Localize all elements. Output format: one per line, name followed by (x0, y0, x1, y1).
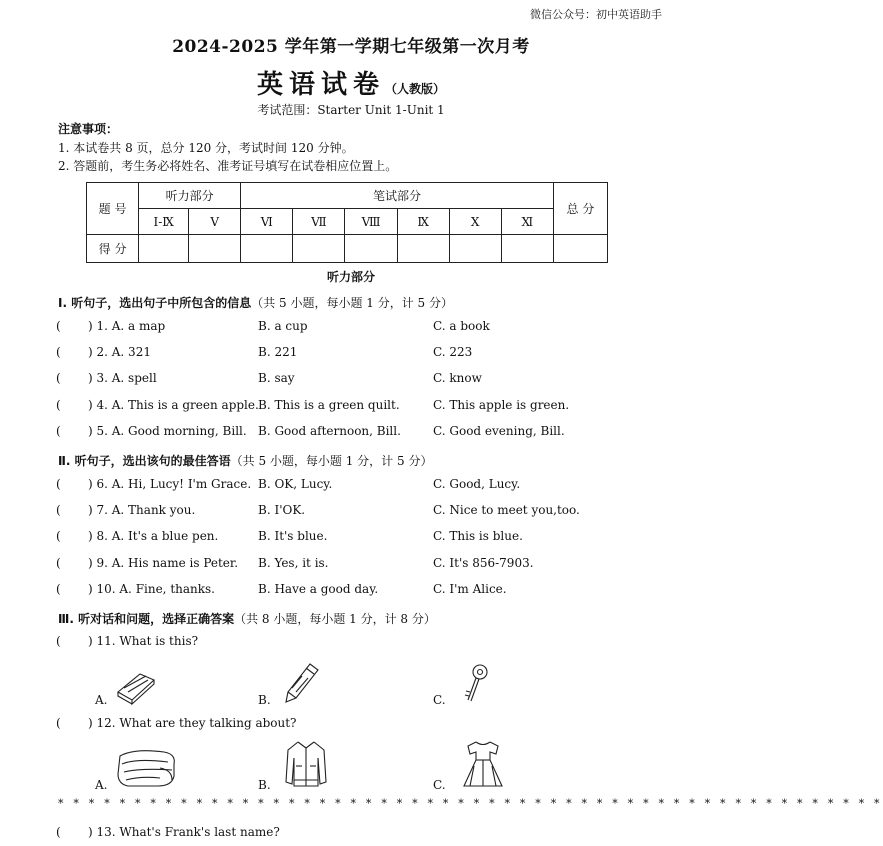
option-b: B. 221 (258, 345, 298, 359)
exam-scope: 考试范围：Starter Unit 1-Unit 1 (257, 103, 445, 117)
column-header: Ⅷ (345, 209, 397, 235)
answer-paren[interactable]: ( (56, 319, 61, 333)
jacket-icon[interactable] (282, 738, 330, 790)
score-cell[interactable] (345, 235, 397, 263)
column-header: Ⅸ (397, 209, 449, 235)
score-cell[interactable] (189, 235, 241, 263)
option-a: ) 9. A. His name is Peter. (88, 556, 239, 570)
option-a: ) 4. A. This is a green apple. (88, 398, 259, 412)
option-c: C. This apple is green. (433, 398, 570, 412)
score-cell[interactable] (241, 235, 293, 263)
section-divider: * * * * * * * * * * * * * * * * * * * * * * * * * * * * * * * * * * * * * * * * * * * * * * * * * * * * * * (58, 797, 883, 810)
option-b: B. say (258, 371, 295, 385)
option-a: ) 5. A. Good morning, Bill. (88, 424, 247, 438)
option-b: B. It's blue. (258, 529, 328, 543)
option-a: ) 3. A. spell (88, 371, 157, 385)
answer-paren[interactable]: ( (56, 477, 61, 491)
option-a: ) 8. A. It's a blue pen. (88, 529, 219, 543)
pencil-icon[interactable] (282, 660, 322, 704)
exam-title-main (0, 64, 702, 101)
column-header: Ⅴ (189, 209, 241, 235)
option-c: C. a book (433, 319, 490, 333)
exam-edition: （人教版） (385, 82, 446, 96)
option-a: ) 10. A. Fine, thanks. (88, 582, 215, 596)
quilt-icon[interactable] (114, 744, 180, 790)
answer-paren[interactable]: ( (56, 825, 61, 839)
writing-group-header: 笔试部分 (241, 183, 554, 209)
answer-paren[interactable]: ( (56, 716, 61, 730)
section-3-heading (58, 610, 436, 627)
section-title: Ⅰ. 听句子，选出句子中所包含的信息 (58, 296, 252, 310)
option-c: C. It's 856-7903. (433, 556, 534, 570)
score-cell[interactable] (501, 235, 553, 263)
section-title: Ⅲ. 听对话和问题，选择正确答案 (58, 612, 235, 626)
exam-title-line1: 2024-2025 学年第一学期七年级第一次月考 (172, 37, 530, 57)
picture-option-label: B. (258, 693, 271, 707)
option-b: B. a cup (258, 319, 308, 333)
note-item: 1. 本试卷共 8 页，总分 120 分，考试时间 120 分钟。 (58, 141, 354, 155)
total-score-cell[interactable] (553, 235, 607, 263)
option-c: C. 223 (433, 345, 473, 359)
note-item: 2. 答题前，考生务必将姓名、准考证号填写在试卷相应位置上。 (58, 159, 398, 173)
key-icon[interactable] (460, 662, 492, 704)
option-b: B. Have a good day. (258, 582, 379, 596)
option-b: B. OK, Lucy. (258, 477, 333, 491)
answer-paren[interactable]: ( (56, 371, 61, 385)
picture-option-label: B. (258, 778, 271, 792)
score-cell[interactable] (139, 235, 189, 263)
option-a: ) 7. A. Thank you. (88, 503, 196, 517)
exam-subject: 英语试卷 (256, 70, 385, 100)
option-c: C. I'm Alice. (433, 582, 507, 596)
option-b: B. This is a green quilt. (258, 398, 400, 412)
section-title: Ⅱ. 听句子，选出该句的最佳答语 (58, 454, 231, 468)
eraser-icon[interactable] (112, 666, 160, 706)
answer-paren[interactable]: ( (56, 424, 61, 438)
answer-paren[interactable]: ( (56, 556, 61, 570)
answer-paren[interactable]: ( (56, 529, 61, 543)
option-c: C. Good evening, Bill. (433, 424, 565, 438)
picture-option-label: A. (95, 778, 108, 792)
score-cell[interactable] (449, 235, 501, 263)
answer-paren[interactable]: ( (56, 582, 61, 596)
column-header: Ⅹ (449, 209, 501, 235)
answer-paren[interactable]: ( (56, 503, 61, 517)
score-row-label: 得 分 (87, 235, 139, 263)
picture-option-label: C. (433, 778, 446, 792)
option-c: C. This is blue. (433, 529, 523, 543)
section-note: （共 8 小题，每小题 1 分，计 8 分） (234, 612, 436, 626)
answer-paren[interactable]: ( (56, 345, 61, 359)
column-header: Ⅶ (293, 209, 345, 235)
column-header: Ⅺ (501, 209, 553, 235)
option-b: B. I'OK. (258, 503, 306, 517)
answer-paren[interactable]: ( (56, 398, 61, 412)
picture-option-label: C. (433, 693, 446, 707)
option-b: B. Good afternoon, Bill. (258, 424, 401, 438)
score-cell[interactable] (397, 235, 449, 263)
option-c: C. Nice to meet you,too. (433, 503, 580, 517)
option-c: C. know (433, 371, 482, 385)
section-2-heading (58, 452, 432, 469)
option-b: B. Yes, it is. (258, 556, 329, 570)
column-header: Ⅰ-Ⅸ (139, 209, 189, 235)
question-stem: ) 12. What are they talking about? (88, 716, 297, 730)
score-cell[interactable] (293, 235, 345, 263)
section-1-heading (58, 294, 453, 311)
column-header: Ⅵ (241, 209, 293, 235)
score-table (86, 182, 608, 263)
listening-group-header: 听力部分 (139, 183, 241, 209)
total-score-label: 总 分 (553, 183, 607, 235)
listening-section-title: 听力部分 (326, 270, 375, 284)
question-stem: ) 11. What is this? (88, 634, 199, 648)
section-note: （共 5 小题，每小题 1 分，计 5 分） (230, 454, 433, 468)
answer-paren[interactable]: ( (56, 634, 61, 648)
option-a: ) 2. A. 321 (88, 345, 151, 359)
option-a: ) 1. A. a map (88, 319, 166, 333)
dress-icon[interactable] (460, 738, 506, 790)
picture-option-label: A. (95, 693, 108, 707)
option-a: ) 6. A. Hi, Lucy! I'm Grace. (88, 477, 252, 491)
section-note: （共 5 小题，每小题 1 分，计 5 分） (251, 296, 453, 310)
question-number-label: 题 号 (87, 183, 139, 235)
watermark: 微信公众号：初中英语助手 (530, 8, 662, 21)
question-stem: ) 13. What's Frank's last name? (88, 825, 280, 839)
option-c: C. Good, Lucy. (433, 477, 521, 491)
notes-heading: 注意事项： (58, 122, 119, 136)
